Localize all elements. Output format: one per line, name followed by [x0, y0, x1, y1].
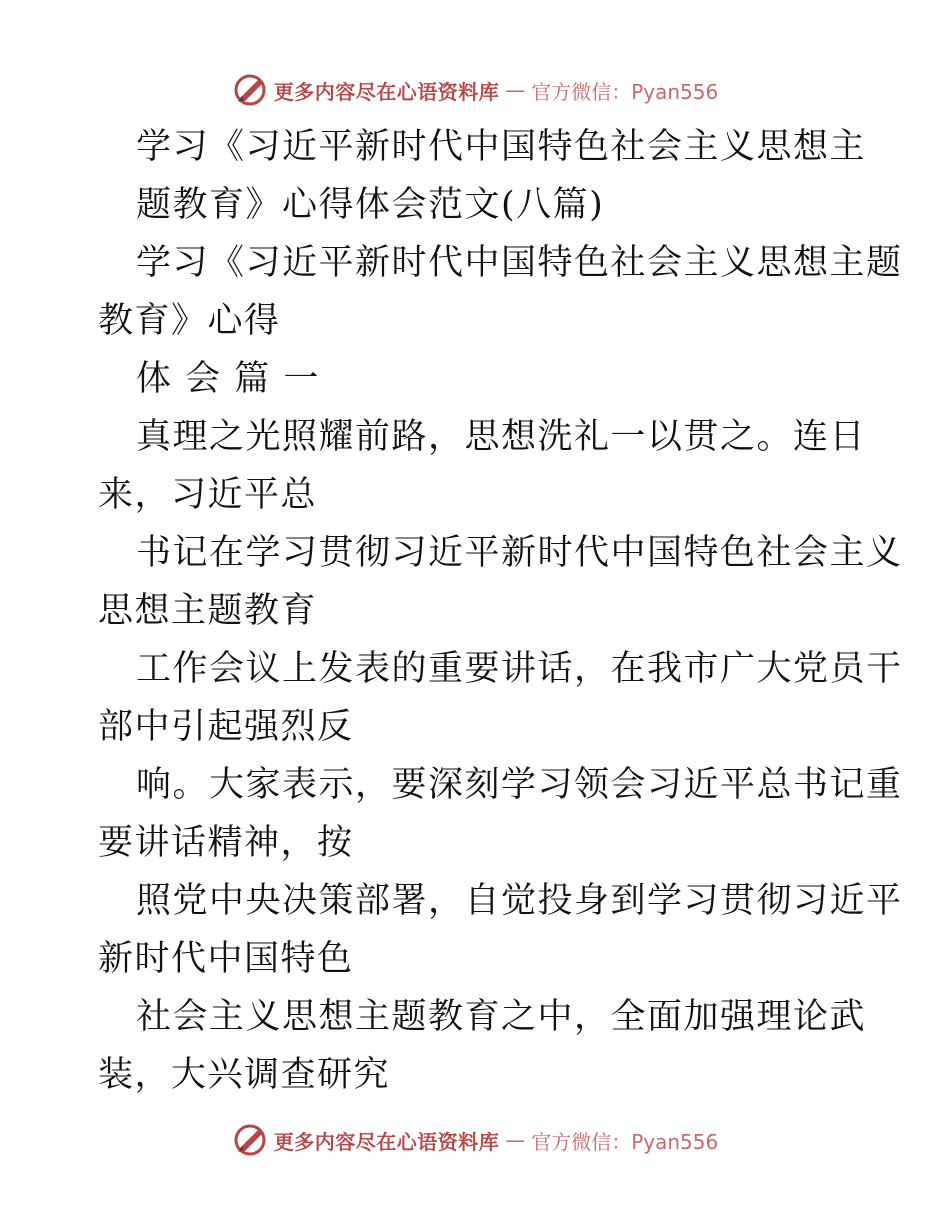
- watermark-separator: —: [505, 1128, 526, 1152]
- paragraph-line: 来，习近平总: [98, 475, 318, 515]
- paragraph-line: 装，大兴调查研究: [98, 1055, 391, 1095]
- paragraph-line: 要讲话精神，按: [98, 823, 354, 863]
- watermark-wechat: 官方微信：Pyan556: [531, 79, 719, 104]
- paragraph-line: 照党中央决策部署，自觉投身到学习贯彻习近平: [136, 881, 903, 921]
- paragraph-line: 响。大家表示，要深刻学习领会习近平总书记重: [136, 765, 903, 805]
- paragraph-line: 思想主题教育: [98, 591, 318, 631]
- paragraph-line: 社会主义思想主题教育之中，全面加强理论武: [136, 997, 867, 1037]
- watermark-wechat: 官方微信：Pyan556: [531, 1129, 719, 1154]
- doc-title-line-2: 题教育》心得体会范文(八篇): [136, 185, 605, 225]
- paragraph-line: 部中引起强烈反: [98, 707, 354, 747]
- watermark-brand: 更多内容尽在心语资料库: [273, 1129, 500, 1154]
- quill-pen-logo-icon: [232, 72, 268, 108]
- paragraph-line: 书记在学习贯彻习近平新时代中国特色社会主义: [136, 533, 903, 573]
- section-heading: 体 会 篇 一: [136, 359, 320, 399]
- doc-title-line-1: 学习《习近平新时代中国特色社会主义思想主: [136, 127, 867, 167]
- subtitle-line-2: 教育》心得: [98, 301, 281, 341]
- subtitle-line-1: 学习《习近平新时代中国特色社会主义思想主题: [136, 243, 903, 283]
- quill-pen-logo-icon: [232, 1122, 268, 1158]
- footer-watermark: [0, 1120, 950, 1160]
- paragraph-line: 工作会议上发表的重要讲话，在我市广大党员干: [136, 649, 903, 689]
- watermark-brand: 更多内容尽在心语资料库: [273, 79, 500, 104]
- paragraph-line: 真理之光照耀前路，思想洗礼一以贯之。连日: [136, 417, 867, 457]
- document-body: [98, 118, 903, 1104]
- header-watermark: [0, 70, 950, 110]
- paragraph-line: 新时代中国特色: [98, 939, 354, 979]
- watermark-separator: —: [505, 78, 526, 102]
